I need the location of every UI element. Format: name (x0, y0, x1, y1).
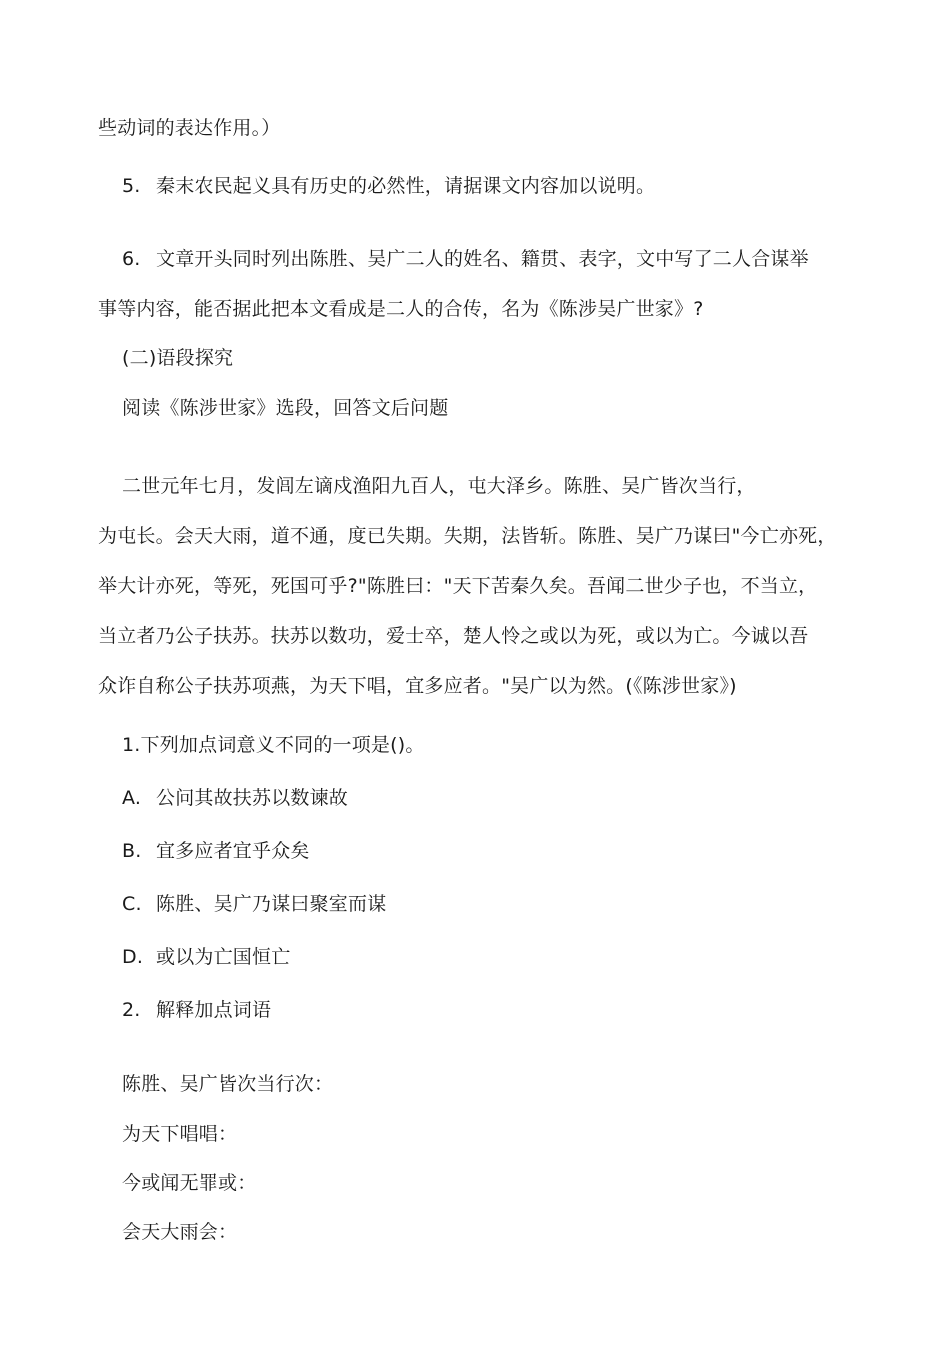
q2-item-2: 为天下唱唱： (122, 1123, 238, 1145)
question-6-line-2: 事等内容，能否据此把本文看成是二人的合传，名为《陈涉吴广世家》? (98, 298, 704, 320)
question-6-number: 6. (122, 248, 141, 270)
section-title: (二)语段探究 (122, 347, 234, 369)
question-2-text: 解释加点词语 (156, 999, 272, 1021)
question-1: 1.下列加点词意义不同的一项是()。 (122, 734, 425, 756)
passage-line-2: 为屯长。会天大雨，道不通，度已失期。失期，法皆斩。陈胜、吴广乃谋曰"今亡亦死， (98, 525, 837, 547)
question-6-text-1: 文章开头同时列出陈胜、吴广二人的姓名、籍贯、表字，文中写了二人合谋举 (156, 248, 809, 270)
option-d-text: 或以为亡国恒亡 (156, 946, 291, 968)
q2-item-1: 陈胜、吴广皆次当行次： (122, 1073, 334, 1095)
option-b-text: 宜多应者宜乎众矣 (156, 840, 310, 862)
passage-line-3: 举大计亦死，等死，死国可乎?"陈胜曰："天下苦秦久矣。吾闻二世少子也，不当立， (98, 575, 818, 597)
reading-instruction: 阅读《陈涉世家》选段，回答文后问题 (122, 397, 449, 419)
question-2-number: 2. (122, 999, 141, 1021)
option-c-label: C. (122, 893, 142, 915)
option-a (122, 786, 348, 810)
option-c (122, 892, 386, 916)
option-a-label: A. (122, 787, 142, 809)
option-b (122, 839, 310, 863)
continuation-line: 些动词的表达作用。） (98, 117, 281, 139)
option-c-text: 陈胜、吴广乃谋曰聚室而谋 (156, 893, 387, 915)
question-2 (122, 998, 271, 1022)
question-5 (122, 174, 655, 198)
option-d (122, 945, 290, 969)
passage-line-1: 二世元年七月，发闾左谪戍渔阳九百人，屯大泽乡。陈胜、吴广皆次当行， (122, 475, 756, 497)
question-5-number: 5. (122, 175, 141, 197)
question-5-text: 秦末农民起义具有历史的必然性，请据课文内容加以说明。 (156, 175, 656, 197)
q2-item-4: 会天大雨会： (122, 1221, 238, 1243)
option-b-label: B. (122, 840, 142, 862)
q2-item-3: 今或闻无罪或： (122, 1172, 257, 1194)
passage-line-5: 众诈自称公子扶苏项燕，为天下唱，宜多应者。"吴广以为然。(《陈涉世家》) (98, 675, 737, 697)
option-d-label: D. (122, 946, 144, 968)
passage-line-4: 当立者乃公子扶苏。扶苏以数功，爱士卒，楚人怜之或以为死，或以为亡。今诚以吾 (98, 625, 809, 647)
question-6-line-1 (122, 247, 809, 271)
option-a-text: 公问其故扶苏以数谏故 (156, 787, 349, 809)
